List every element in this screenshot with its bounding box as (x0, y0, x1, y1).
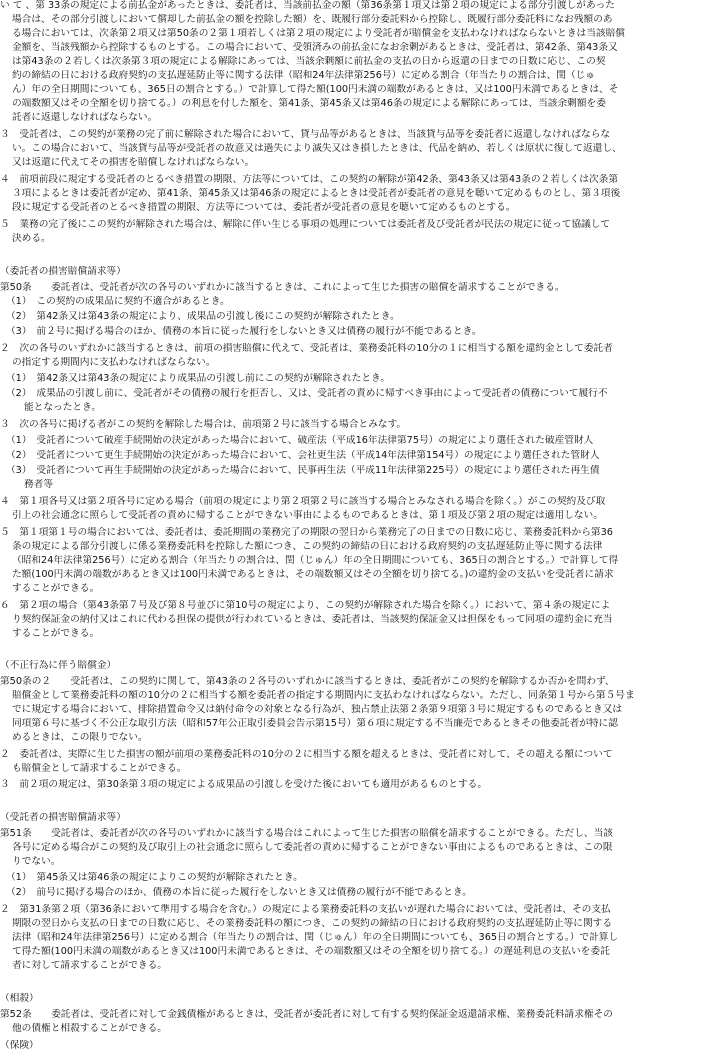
document-line: い。この場合において、当該貸与品等が受託者の故意又は過失により滅失又はき損したときは、代品を納め、若しくは原状に復して返還し、 (12, 143, 622, 154)
document-line: ４ 第１項各号又は第２項各号に定める場合（前項の規定により第２項第２号に該当する場合とみなされる場合を除く。）がこの契約及び取 (0, 496, 606, 507)
document-line: （2） 成果品の引渡し前に、受託者がその債務の履行を拒否し、又は、受託者の責めに帰すべき事由によって受託者の債務について履行不 (6, 388, 608, 399)
document-line: る場合においては、次条第２項又は第50条の２第１項若しくは第２項の規定により受託者が賠償金を支払わなければならないときは当該賠償 (12, 28, 625, 39)
document-line: ２ 委託者は、実際に生じた損害の額が前項の業務委託料の10分の２に相当する額を超えるときは、受託者に対して、その超える額について (0, 749, 613, 760)
document-line: 託者に返還しなければならない。 (12, 112, 158, 123)
document-line: ２ 次の各号のいずれかに該当するときは、前項の損害賠償に代えて、受託者は、業務委託料の10分の１に相当する額を違約金として委託者 (0, 343, 613, 354)
document-line: （2） 第42条又は第43条の規定により、成果品の引渡し後にこの契約が解除されたとき。 (6, 311, 400, 322)
document-line: することができる。 (12, 583, 100, 594)
document-line: ６ 第２項の場合（第43条第７号及び第８号並びに第10号の規定により、この契約が解除された場合を除く。）において、第４条の規定によ (0, 600, 611, 611)
document-line: 能となったとき。 (24, 402, 102, 413)
document-line: も賠償金として請求することができる。 (12, 763, 187, 774)
document-line: （2） 受託者について更生手続開始の決定があった場合において、会社更生法（平成14年法律第154号）の規定により選任された管財人 (6, 450, 600, 461)
document-line: 各号に定める場合がこの契約及び取引上の社会通念に照らして委託者の責めに帰することができない事由によるものであるときは、この限 (12, 842, 613, 853)
document-line: て得た額(100円未満の端数があるとき又は100円未満であるときは、その端数額又はその全額を切り捨てる。）の遅延利息の支払いを委託 (12, 946, 610, 957)
document-line: （1） 第45条又は第46条の規定によりこの契約が解除されたとき。 (6, 872, 303, 883)
document-line: は第43条の２若しくは次条第３項の規定による解除にあっては、当該余剰額に前払金の支払の日から返還の日までの日数に応じ、この契 (12, 56, 606, 67)
document-line: 第50条 委託者は、受託者が次の各号のいずれかに該当するときは、これによって生じた損害の賠償を請求することができる。 (0, 282, 565, 293)
document-line: い て 、第 33条の規定による前払金があったときは、委託者は、当該前払金の額（第36条第１項又は第２項の規定による部分引渡しがあった (0, 0, 615, 11)
document-line: （委託者の損害賠償請求等） (0, 266, 126, 277)
document-line: 同項第６号に基づく不公正な取引方法（昭和57年公正取引委員会告示第15号）第６項に規定する不当廉売であるときその他委託者が特に認 (12, 718, 618, 729)
document-line: 第52条 委託者は、受託者に対して金銭債権があるときは、受託者が委託者に対して有する契約保証金返還請求権、業務委託料請求権その (0, 1009, 613, 1020)
document-line: ５ 業務の完了後にこの契約が解除された場合は、解除に伴い生じる事項の処理については委託者及び受託者が民法の規定に従って協議して (0, 219, 611, 230)
document-line: 条の規定による部分引渡しに係る業務委託料を控除した額につき、この契約の締結の日における政府契約の支払遅延防止等に関する法律 (12, 541, 603, 552)
document-line: 第50条の２ 受託者は、この契約に関して、第43条の２各号のいずれかに該当するときは、委託者がこの契約を解除するか否かを問わず、 (0, 676, 615, 687)
document-line: 又は返還に代えてその損害を賠償しなければならない。 (12, 157, 255, 168)
document-line: 法律（昭和24年法律第256号）に定める割合（年当たりの割合は、閏（じゅん）年の全日期間についても、365日の割合とする。）で計算し (12, 932, 619, 943)
document-line: の指定する期間内に支払わなければならない。 (12, 357, 216, 368)
document-line: 場合は、その部分引渡しにおいて償却した前払金の額を控除した額）を、既履行部分委託料から控除し、既履行部分委託料になお残額のあ (12, 14, 613, 25)
document-line: めるときは、この限りでない。 (12, 732, 148, 743)
document-line: た額(100円未満の端数があるとき又は100円未満であるときは、その端数額又はその全額を切り捨てる。)の違約金の支払いを受託者に請求 (12, 569, 614, 580)
document-line: 金額を、当該残額から控除するものとする。この場合において、受領済みの前払金になお余剰があるときは、受託者は、第42条、第43条又 (12, 42, 618, 53)
document-line: 賠償金として業務委託料の額の10分の２に相当する額を委託者の指定する期間内に支払わなければならない。ただし、同条第１号から第５号ま (12, 690, 635, 701)
document-line: （不正行為に伴う賠償金） (0, 660, 117, 671)
document-line: り契約保証金の納付又はこれに代わる担保の提供が行われているときは、委託者は、当該契約保証金又は担保をもって同項の違約金に充当 (12, 614, 613, 625)
document-line: することができる。 (12, 628, 100, 639)
document-line: （1） 受託者について破産手続開始の決定があった場合において、破産法（平成16年法律第75号）の規定により選任された破産管財人 (6, 435, 594, 446)
document-line: ん）年の全日期間についても、365日の割合とする。）で計算して得た額(100円未満の端数があるときは、又は100円未満であるときは、そ (12, 84, 619, 95)
document-line: でに規定する場合において、排除措置命令又は納付命令の対象となる行為が、独占禁止法第２条第９項第３号に規定するものであるとき又は (12, 704, 623, 715)
document-line: 段に規定する受託者のとるべき措置の期限、方法等については、委託者が受託者の意見を聴いて定めるものとする。 (12, 202, 516, 213)
document-line: 決める。 (12, 233, 51, 244)
document-line: 第51条 受託者は、委託者が次の各号のいずれかに該当する場合はこれによって生じた損害の賠償を請求することができる。ただし、当該 (0, 828, 613, 839)
document-line: （2） 前号に掲げる場合のほか、債務の本旨に従った履行をしないとき又は債務の履行が不能であるとき。 (6, 887, 472, 898)
document-line: （1） 第42条又は第43条の規定により成果品の引渡し前にこの契約が解除されたとき。 (6, 373, 391, 384)
document-line: （3） 前２号に掲げる場合のほか、債務の本旨に従った履行をしないとき又は債務の履行が不能であるとき。 (6, 326, 482, 337)
document-line: ３ 受託者は、この契約が業務の完了前に解除された場合において、貸与品等があるときは、当該貸与品等を委託者に返還しなければならな (0, 129, 611, 140)
document-line: ２ 第31条第２項（第36条において準用する場合を含む。）の規定による業務委託料の支払いが遅れた場合においては、受託者は、その支払 (0, 904, 611, 915)
document-line: ３ 前２項の規定は、第30条第３項の規定による成果品の引渡しを受けた後においても適用があるものとする。 (0, 779, 488, 790)
document-line: 引上の社会通念に照らして受託者の責めに帰することができない事由によるものであるときは、第１項及び第２項の規定は適用しない。 (12, 510, 603, 521)
document-line: （昭和24年法律第256号）に定める割合（年当たりの割合は、閏（じゅん）年の全日期間についても、365日の割合とする。）で計算して得 (12, 555, 619, 566)
document-line: りでない。 (12, 856, 61, 867)
document-line: （相殺） (0, 993, 39, 1004)
document-line: ３項によるときは委託者が定め、第41条、第45条又は第46条の規定によるときは受託者が委託者の意見を聴いて定めるものとし、第３項後 (12, 188, 621, 199)
document-line: 務者等 (24, 479, 54, 490)
document-line: （受託者の損害賠償請求等） (0, 812, 126, 823)
document-line: ３ 次の各号に掲げる者がこの契約を解除した場合は、前項第２号に該当する場合とみなす。 (0, 419, 407, 430)
document-line: 者に対して請求することができる。 (12, 960, 167, 971)
document-line: の端数額又はその全額を切り捨てる。）の利息を付した額を、第41条、第45条又は第46条の規定による解除にあっては、当該余剰額を委 (12, 98, 606, 109)
document-line: （保険） (0, 1040, 39, 1051)
document-line: 期限の翌日から支払の日までの日数に応じ、その業務委託料の額につき、この契約の締結の日における政府契約の支払遅延防止等に関する (12, 918, 613, 929)
document-line: ５ 第１項第１号の場合においては、委託者は、委託期間の業務完了の期限の翌日から業務完了の日までの日数に応じ、業務委託料から第36 (0, 527, 613, 538)
document-line: （1） この契約の成果品に契約不適合があるとき。 (6, 296, 230, 307)
document-line: 他の債権と相殺することができる。 (12, 1023, 167, 1034)
document-line: （3） 受託者について再生手続開始の決定があった場合において、民事再生法（平成11年法律第225号）の規定により選任された再生債 (6, 465, 600, 476)
document-line: 約の締結の日における政府契約の支払遅延防止等に関する法律（昭和24年法律第256号）に定める割合（年当たりの割合は、閏（じゅ (12, 70, 596, 81)
document-line: ４ 前項前段に規定する受託者のとるべき措置の期限、方法等については、この契約の解除が第42条、第43条又は第43条の２若しくは次条第 (0, 174, 619, 185)
